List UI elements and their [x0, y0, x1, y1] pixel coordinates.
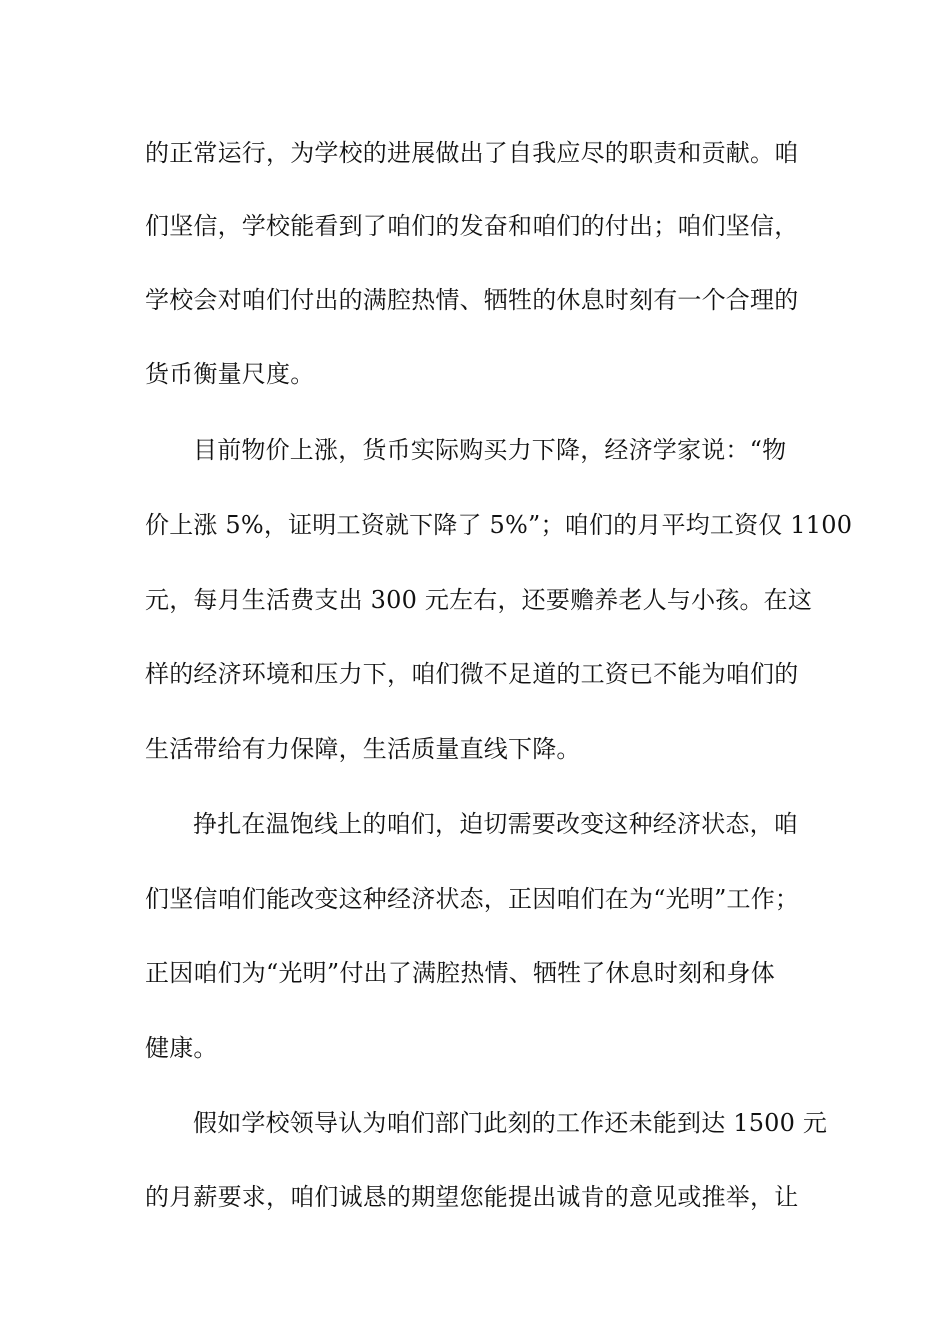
- text-line-10: 挣扎在温饱线上的咱们，迫切需要改变这种经济状态，咱: [193, 810, 798, 838]
- text-line-4: 货币衡量尺度。: [145, 360, 315, 388]
- text-line-1: 的正常运行，为学校的进展做出了自我应尽的职责和贡献。咱: [145, 139, 799, 167]
- text-line-2: 们坚信，学校能看到了咱们的发奋和咱们的付出；咱们坚信，: [145, 212, 799, 240]
- text-line-5: 目前物价上涨，货币实际购买力下降，经济学家说：“物: [193, 436, 787, 464]
- text-line-7: 元，每月生活费支出 300 元左右，还要赡养老人与小孩。在这: [145, 586, 813, 614]
- text-line-12: 正因咱们为“光明”付出了满腔热情、牺牲了休息时刻和身体: [145, 959, 775, 987]
- text-line-9: 生活带给有力保障，生活质量直线下降。: [145, 735, 581, 763]
- text-line-6: 价上涨 5%，证明工资就下降了 5%”；咱们的月平均工资仅 1100: [145, 511, 853, 539]
- text-line-8: 样的经济环境和压力下，咱们微不足道的工资已不能为咱们的: [145, 660, 799, 688]
- text-line-15: 的月薪要求，咱们诚恳的期望您能提出诚肯的意见或推举，让: [145, 1183, 799, 1211]
- text-line-11: 们坚信咱们能改变这种经济状态，正因咱们在为“光明”工作；: [145, 885, 800, 913]
- text-line-3: 学校会对咱们付出的满腔热情、牺牲的休息时刻有一个合理的: [145, 286, 799, 314]
- text-line-13: 健康。: [145, 1034, 218, 1062]
- text-line-14: 假如学校领导认为咱们部门此刻的工作还未能到达 1500 元: [193, 1109, 828, 1137]
